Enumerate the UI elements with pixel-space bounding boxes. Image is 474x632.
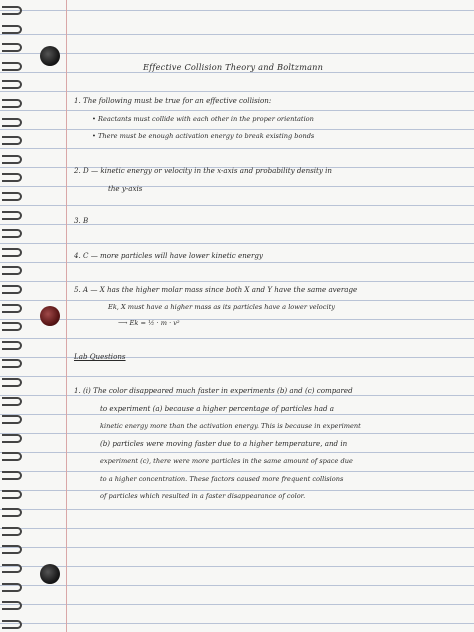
q2-line-1: 2. D — kinetic energy or velocity in the x-axis and probability density in <box>74 166 332 175</box>
lab-answer-line-7: of particles which resulted in a faster disappearance of color. <box>100 492 306 500</box>
spiral-coil <box>2 6 22 15</box>
q1-intro: 1. The following must be true for an effective collision: <box>74 96 272 105</box>
spiral-binding <box>0 0 24 632</box>
lab-answer-line-4: (b) particles were moving faster due to a higher temperature, and in <box>100 439 348 448</box>
q1-bullet-2: • There must be enough activation energy to break existing bonds <box>92 132 315 140</box>
spiral-coil <box>2 378 22 387</box>
spiral-coil <box>2 304 22 313</box>
spiral-coil <box>2 229 22 238</box>
spiral-coil <box>2 192 22 201</box>
spiral-coil <box>2 452 22 461</box>
spiral-coil <box>2 434 22 443</box>
q3-answer: 3. B <box>74 216 89 225</box>
spiral-coil <box>2 508 22 517</box>
spiral-coil <box>2 266 22 275</box>
spiral-coil <box>2 155 22 164</box>
punch-hole-bottom <box>40 564 60 584</box>
margin-line <box>66 0 67 632</box>
q4-answer: 4. C — more particles will have lower kinetic energy <box>74 251 263 260</box>
spiral-coil <box>2 118 22 127</box>
spiral-coil <box>2 471 22 480</box>
spiral-coil <box>2 80 22 89</box>
spiral-coil <box>2 173 22 182</box>
lab-answer-line-1: 1. (i) The color disappeared much faster in experiments (b) and (c) compared <box>74 386 353 395</box>
spiral-coil <box>2 341 22 350</box>
spiral-coil <box>2 99 22 108</box>
q5-line-2: Ek, X must have a higher mass as its particles have a lower velocity <box>108 303 335 311</box>
q1-bullet-1: • Reactants must collide with each other in the proper orientation <box>92 115 314 123</box>
spiral-coil <box>2 564 22 573</box>
q5-formula: ⟶ Ek = ½ · m · v² <box>118 319 180 327</box>
spiral-coil <box>2 527 22 536</box>
spiral-coil <box>2 25 22 34</box>
spiral-coil <box>2 415 22 424</box>
spiral-coil <box>2 43 22 52</box>
spiral-coil <box>2 211 22 220</box>
spiral-coil <box>2 545 22 554</box>
q2-line-2: the y-axis <box>108 184 143 193</box>
spiral-coil <box>2 62 22 71</box>
spiral-coil <box>2 583 22 592</box>
lab-answer-line-3: kinetic energy more than the activation energy. This is because in experiment <box>100 422 361 430</box>
punch-hole-top <box>40 46 60 66</box>
spiral-coil <box>2 397 22 406</box>
spiral-coil <box>2 136 22 145</box>
lab-questions-header: Lab Questions <box>74 352 126 361</box>
spiral-coil <box>2 285 22 294</box>
spiral-coil <box>2 601 22 610</box>
spiral-coil <box>2 359 22 368</box>
punch-hole-middle <box>40 306 60 326</box>
lab-answer-line-5: experiment (c), there were more particles in the same amount of space due <box>100 457 353 465</box>
spiral-coil <box>2 248 22 257</box>
page-title: Effective Collision Theory and Boltzmann <box>143 62 324 72</box>
lab-answer-line-6: to a higher concentration. These factors caused more frequent collisions <box>100 475 344 483</box>
lab-answer-line-2: to experiment (a) because a higher percentage of particles had a <box>100 404 335 413</box>
spiral-coil <box>2 490 22 499</box>
spiral-coil <box>2 620 22 629</box>
q5-line-1: 5. A — X has the higher molar mass since both X and Y have the same average <box>74 285 358 294</box>
spiral-coil <box>2 322 22 331</box>
